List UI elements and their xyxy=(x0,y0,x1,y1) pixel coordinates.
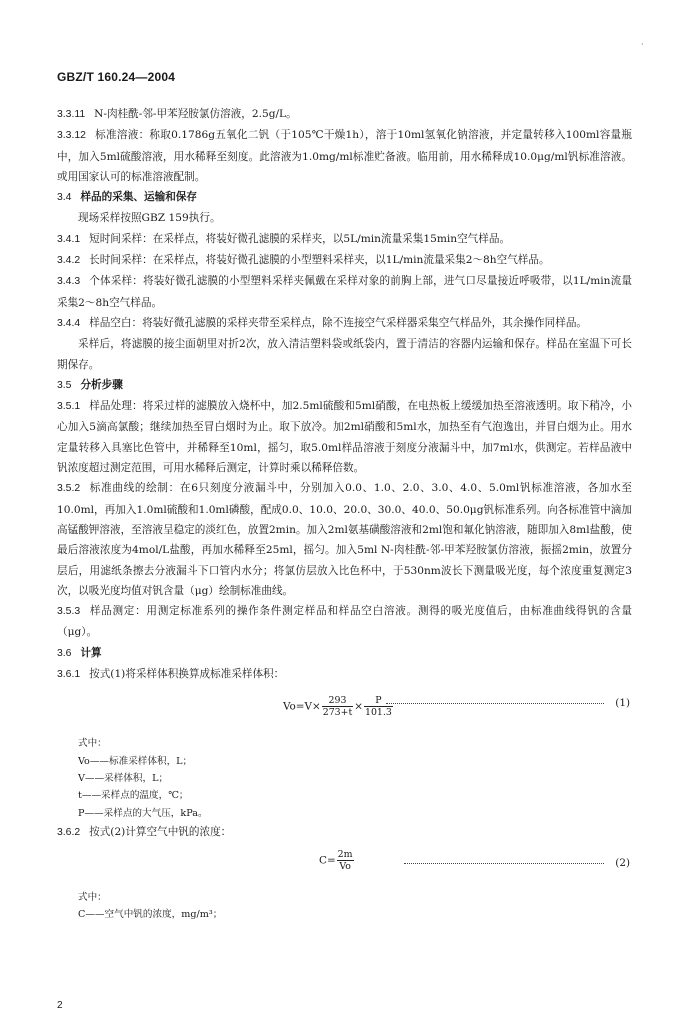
section-3-6-2 xyxy=(57,822,632,843)
section-text: N-肉桂酰-邻-甲苯羟胺氯仿溶液，2.5g/L。 xyxy=(94,108,297,120)
formula-1-lhs: Vo=V× xyxy=(283,700,321,713)
formula-2-expression xyxy=(319,849,355,872)
section-text: 按式(1)将采样体积换算成标准采样体积： xyxy=(89,668,285,681)
section-paragraph xyxy=(57,250,632,271)
section-number: 3.4 xyxy=(57,192,72,204)
formula-1-var: Vo——标准采样体积，L； xyxy=(78,755,193,767)
formula-1-variables xyxy=(57,735,632,821)
section-paragraph xyxy=(57,104,632,125)
section-text: 长时间采样：在采样点，将装好微孔滤膜的小型塑料采样夹，以1L/min流量采集2～8h空气样品。 xyxy=(89,254,550,267)
section-number: 3.5.3 xyxy=(57,606,81,618)
section-list xyxy=(57,104,632,685)
section-text: 分析步骤 xyxy=(80,378,123,391)
formula-1-expression xyxy=(283,695,394,718)
formula-2-leader-dots xyxy=(404,855,604,864)
section-paragraph xyxy=(57,478,632,601)
section-paragraph xyxy=(57,208,632,228)
formula-2-fraction: $\frac{2m}{Vo}$ xyxy=(337,849,353,873)
section-number: 3.5 xyxy=(57,379,72,391)
formula-1-leader-dots xyxy=(386,695,604,704)
section-number: 3.3.12 xyxy=(57,130,86,142)
section-heading xyxy=(57,643,632,664)
section-paragraph xyxy=(57,334,632,375)
section-number: 3.4.2 xyxy=(57,255,81,267)
formula-2-lhs: C= xyxy=(319,854,336,867)
formula-1-var: t——采样点的温度，℃； xyxy=(78,790,189,802)
section-number: 3.4.3 xyxy=(57,276,81,288)
section-number: 3.6.2 xyxy=(57,826,81,838)
formula-1-fraction-pressure: $\frac{P}{101.3}$ xyxy=(364,695,392,719)
section-number: 3.5.1 xyxy=(57,401,81,413)
formula-2-var: C——空气中钒的浓度，mg/m³； xyxy=(78,909,223,921)
section-paragraph xyxy=(57,664,632,685)
corner-mark: · xyxy=(641,40,644,49)
formula-1-var: P——采样点的大气压，kPa。 xyxy=(78,807,208,819)
formula-1-var: V——采样体积，L； xyxy=(78,772,169,784)
section-text: 计算 xyxy=(80,646,102,659)
section-text: 个体采样：将装好微孔滤膜的小型塑料采样夹佩戴在采样对象的前胸上部，进气口尽量接近呼吸带，以1L/min流量采集2～8h空气样品。 xyxy=(57,275,632,309)
document-body xyxy=(57,104,632,924)
section-text: 短时间采样：在采样点，将装好微孔滤膜的采样夹，以5L/min流量采集15min空气样品。 xyxy=(89,232,511,245)
page-number: 2 xyxy=(57,1000,63,1011)
formula-2-vars-intro: 式中： xyxy=(78,892,107,904)
section-paragraph xyxy=(57,229,632,250)
section-text: 样品空白：将装好微孔滤膜的采样夹带至采样点，除不连接空气采样器采集空气样品外，其余操作同样品。 xyxy=(89,316,588,329)
section-number: 3.5.2 xyxy=(57,483,81,495)
section-heading xyxy=(57,187,632,208)
formula-1-fraction-temperature: $\frac{293}{273+t}$ xyxy=(322,695,353,719)
section-number: 3.6.1 xyxy=(57,669,81,681)
formula-1-number: (1) xyxy=(615,697,630,710)
section-paragraph xyxy=(57,601,632,643)
section-number: 3.3.11 xyxy=(57,109,86,120)
section-text: 按式(2)计算空气中钒的浓度： xyxy=(89,825,232,838)
section-text: 样品处理：将采过样的滤膜放入烧杯中，加2.5ml硫酸和5ml硝酸，在电热板上缓缓加热至溶液透明。取下稍冷，小心加入5滴高氯酸；继续加热至冒白烟时为止。取下放冷。加2ml硝酸和5ml水，加热至有气泡逸出，并冒白烟为止。用水定量转移入具塞比色管中，并稀释至10ml，摇匀，取5.0ml样品溶液于刻度分液漏斗中，加7ml水，供测定。若样品液中钒浓度超过测定范围，可用水稀释后测定，计算时乘以稀释倍数。 xyxy=(57,400,632,475)
section-text: 采样后，将滤膜的接尘面朝里对折2次，放入清洁塑料袋或纸袋内，置于清洁的容器内运输和保存。样品在室温下可长期保存。 xyxy=(57,338,632,371)
formula-1-vars-intro: 式中： xyxy=(78,738,107,750)
section-text: 样品测定：用测定标准系列的操作条件测定样品和样品空白溶液。测得的吸光度值后，由标准曲线得钒的含量（μg）。 xyxy=(57,605,632,639)
section-paragraph xyxy=(57,271,632,313)
formula-2-variables xyxy=(57,889,632,924)
section-number: 3.6 xyxy=(57,647,72,659)
formula-1 xyxy=(57,689,632,731)
section-text: 标准溶液：称取0.1786g五氧化二钒（于105℃干燥1h），溶于10ml氢氧化钠溶液，并定量转移入100ml容量瓶中，加入5ml硫酸溶液，用水稀释至刻度。此溶液为1.0mg/ml标准贮备液。临用前，用水稀释成10.0μg/ml钒标准溶液。或用国家认可的标准溶液配制。 xyxy=(57,129,632,183)
section-number: 3.4.4 xyxy=(57,317,81,329)
section-paragraph xyxy=(57,125,632,187)
section-paragraph xyxy=(57,396,632,478)
formula-2-number: (2) xyxy=(615,857,630,870)
section-number: 3.4.1 xyxy=(57,233,81,245)
section-text: 现场采样按照GBZ 159执行。 xyxy=(78,212,221,225)
section-heading xyxy=(57,375,632,396)
section-text: 标准曲线的绘制：在6只刻度分液漏斗中，分别加入0.0、1.0、2.0、3.0、4.0、5.0ml钒标准溶液，各加水至10.0ml，再加入1.0ml硫酸和1.0ml磷酸，配成0.0、10.0、20.0、30.0、40.0、50.0μg钒标准系列。向各标准管中滴加高锰酸钾溶液，至溶液呈稳定的淡红色，放置2min。加入2ml氨基磺酸溶液和2ml饱和氟化钠溶液，随即加入8ml盐酸，使最后溶液浓度为4mol/L盐酸，再加水稀释至25ml，摇匀。加入5ml N-肉桂酰-邻-甲苯羟胺氯仿溶液，振摇2min，放置分层后，用滤纸条擦去分液漏斗下口管内水分；将氯仿层放入比色杯中，于530nm波长下测量吸光度，每个浓度重复测定3次，以吸光度均值对钒含量（μg）绘制标准曲线。 xyxy=(57,482,632,597)
formula-1-times: × xyxy=(354,700,363,713)
section-paragraph xyxy=(57,313,632,334)
standard-id-header: GBZ/T 160.24—2004 xyxy=(57,70,176,84)
section-text: 样品的采集、运输和保存 xyxy=(80,191,197,204)
formula-2 xyxy=(57,847,632,885)
